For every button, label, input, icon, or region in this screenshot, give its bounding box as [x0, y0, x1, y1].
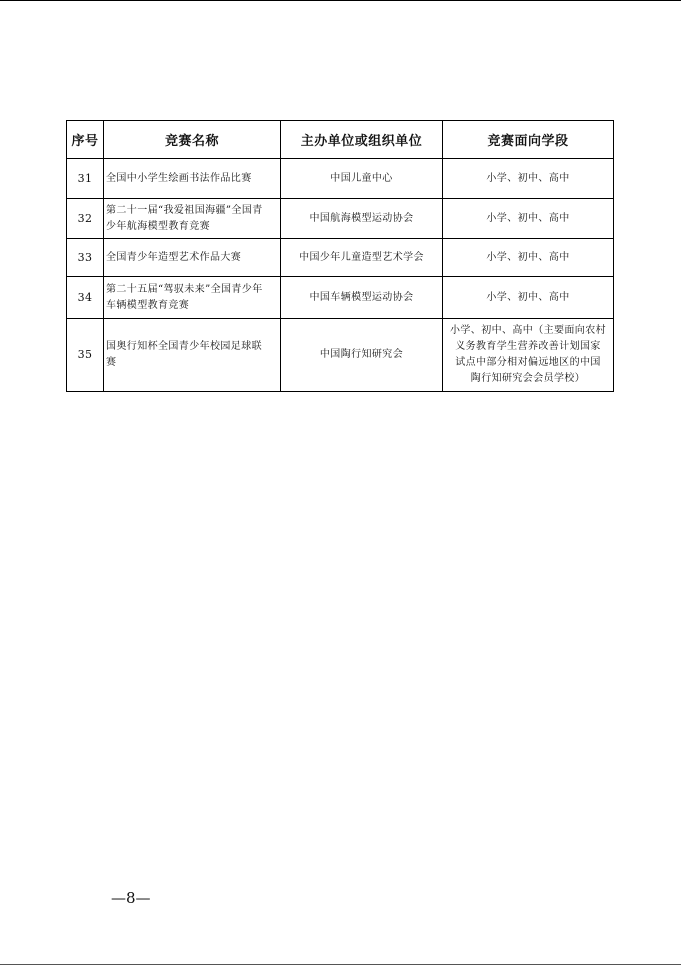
school-levels	[443, 159, 614, 199]
school-levels-line: 试点中部分相对偏远地区的中国	[455, 357, 601, 368]
school-levels	[443, 239, 614, 277]
bottom-border-line	[0, 964, 681, 965]
organizer: 中国航海模型运动协会	[281, 199, 443, 239]
competition-name	[104, 319, 281, 392]
table-row	[67, 277, 614, 319]
header-school-levels: 竞赛面向学段	[443, 121, 614, 159]
organizer: 中国陶行知研究会	[281, 319, 443, 392]
organizer: 中国儿童中心	[281, 159, 443, 199]
school-levels-line: 义务教育学生营养改善计划国家	[455, 341, 601, 352]
competition-table	[66, 120, 614, 392]
header-competition-name: 竞赛名称	[104, 121, 281, 159]
competition-name-line: 车辆模型教育竞赛	[106, 299, 190, 311]
competition-name-line: 第二十五届“驾驭未来”全国青少年	[106, 283, 263, 295]
school-levels-line: 小学、初中、高中	[486, 251, 570, 263]
table-header-row	[67, 121, 614, 159]
competition-name	[104, 277, 281, 319]
school-levels	[443, 199, 614, 239]
competition-name-line: 第二十一届“我爱祖国海疆”全国青	[106, 204, 263, 216]
competition-name-line: 赛	[106, 357, 117, 368]
competition-name-line: 少年航海模型教育竞赛	[106, 220, 210, 232]
table-row	[67, 199, 614, 239]
school-levels-line: 陶行知研究会会员学校）	[470, 373, 586, 384]
competition-name-line: 国奥行知杯全国青少年校园足球联	[106, 341, 262, 352]
organizer: 中国车辆模型运动协会	[281, 277, 443, 319]
row-number: 33	[67, 239, 104, 277]
school-levels	[443, 277, 614, 319]
row-number: 35	[67, 319, 104, 392]
competition-name-line: 全国青少年造型艺术作品大赛	[106, 251, 242, 263]
table-row	[67, 239, 614, 277]
school-levels	[443, 319, 614, 392]
organizer: 中国少年儿童造型艺术学会	[281, 239, 443, 277]
school-levels-line: 小学、初中、高中	[486, 212, 570, 224]
table-row	[67, 319, 614, 392]
top-border-line	[0, 0, 681, 1]
header-number: 序号	[67, 121, 104, 159]
school-levels-line: 小学、初中、高中	[486, 291, 570, 303]
row-number: 32	[67, 199, 104, 239]
competition-name	[104, 159, 281, 199]
row-number: 31	[67, 159, 104, 199]
competition-name-line: 全国中小学生绘画书法作品比赛	[106, 172, 252, 184]
school-levels-line: 小学、初中、高中	[486, 172, 570, 184]
header-organizer: 主办单位或组织单位	[281, 121, 443, 159]
competition-name	[104, 199, 281, 239]
page-number: —8—	[111, 889, 151, 907]
school-levels-line: 小学、初中、高中（主要面向农村	[450, 325, 606, 336]
row-number: 34	[67, 277, 104, 319]
table-row	[67, 159, 614, 199]
competition-name	[104, 239, 281, 277]
